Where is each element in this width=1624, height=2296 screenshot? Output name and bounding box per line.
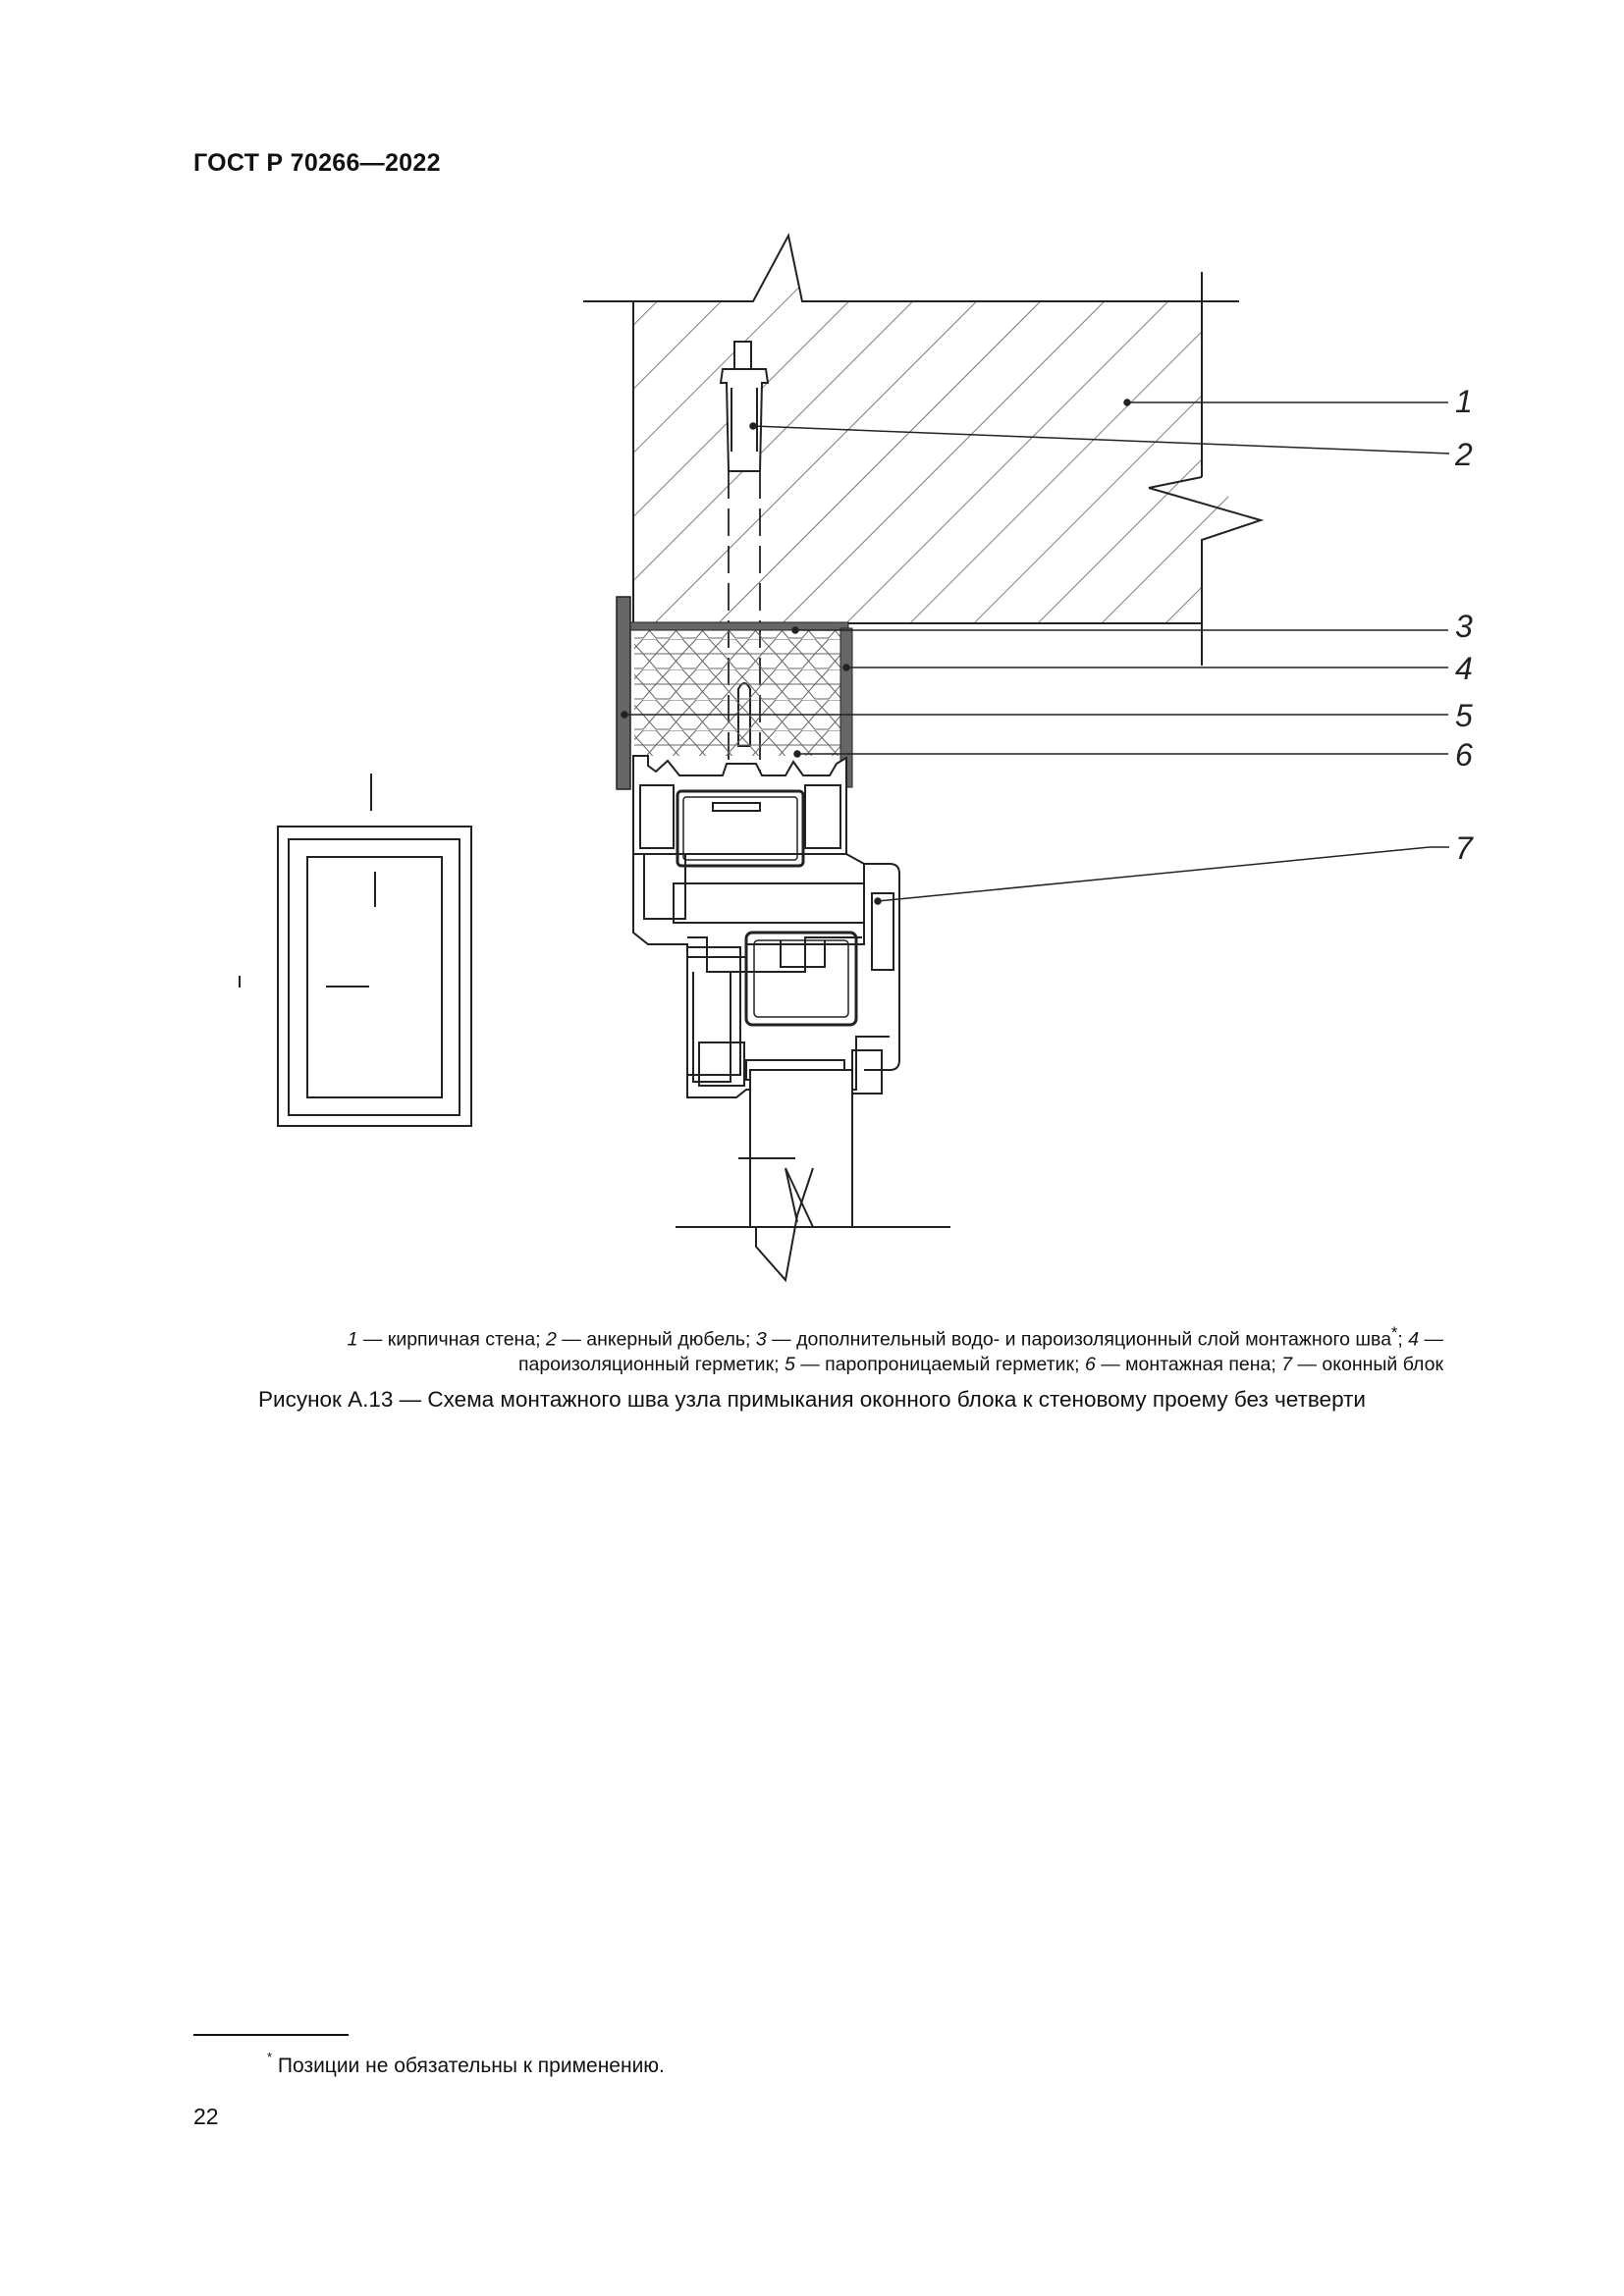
footnote-rule	[193, 2034, 349, 2036]
callout-7: 7	[1455, 830, 1473, 866]
callout-6: 6	[1455, 737, 1473, 773]
footnote: * Позиции не обязательны к применению.	[267, 2050, 665, 2077]
figure-legend	[275, 1321, 1443, 1377]
brick-wall	[583, 236, 1261, 666]
legend-line-1: 1 — кирпичная стена; 2 — анкерный дюбель; 3 — дополнительный водо- и пароизоляционный слой монтажного шва*; 4 — пароизоляционный герметик; 5 — паропроницаемый герметик; 6 — монтажная пена; 7 — оконный блок	[347, 1324, 1443, 1375]
callout-2: 2	[1455, 437, 1473, 472]
callout-5: 5	[1455, 698, 1473, 733]
callout-numbers	[1454, 384, 1474, 866]
page-number: 22	[193, 2104, 219, 2129]
callout-1: 1	[1455, 384, 1473, 419]
figure-caption: Рисунок А.13 — Схема монтажного шва узла примыкания оконного блока к стеновому проему без четверти	[258, 1387, 1366, 1412]
callout-3: 3	[1455, 609, 1473, 644]
standard-header: ГОСТ Р 70266—2022	[193, 149, 441, 177]
callout-4: 4	[1455, 651, 1473, 686]
mounting-seam	[617, 597, 852, 789]
window-thumbnail	[240, 774, 471, 1126]
window-frame-profile	[633, 756, 899, 1227]
